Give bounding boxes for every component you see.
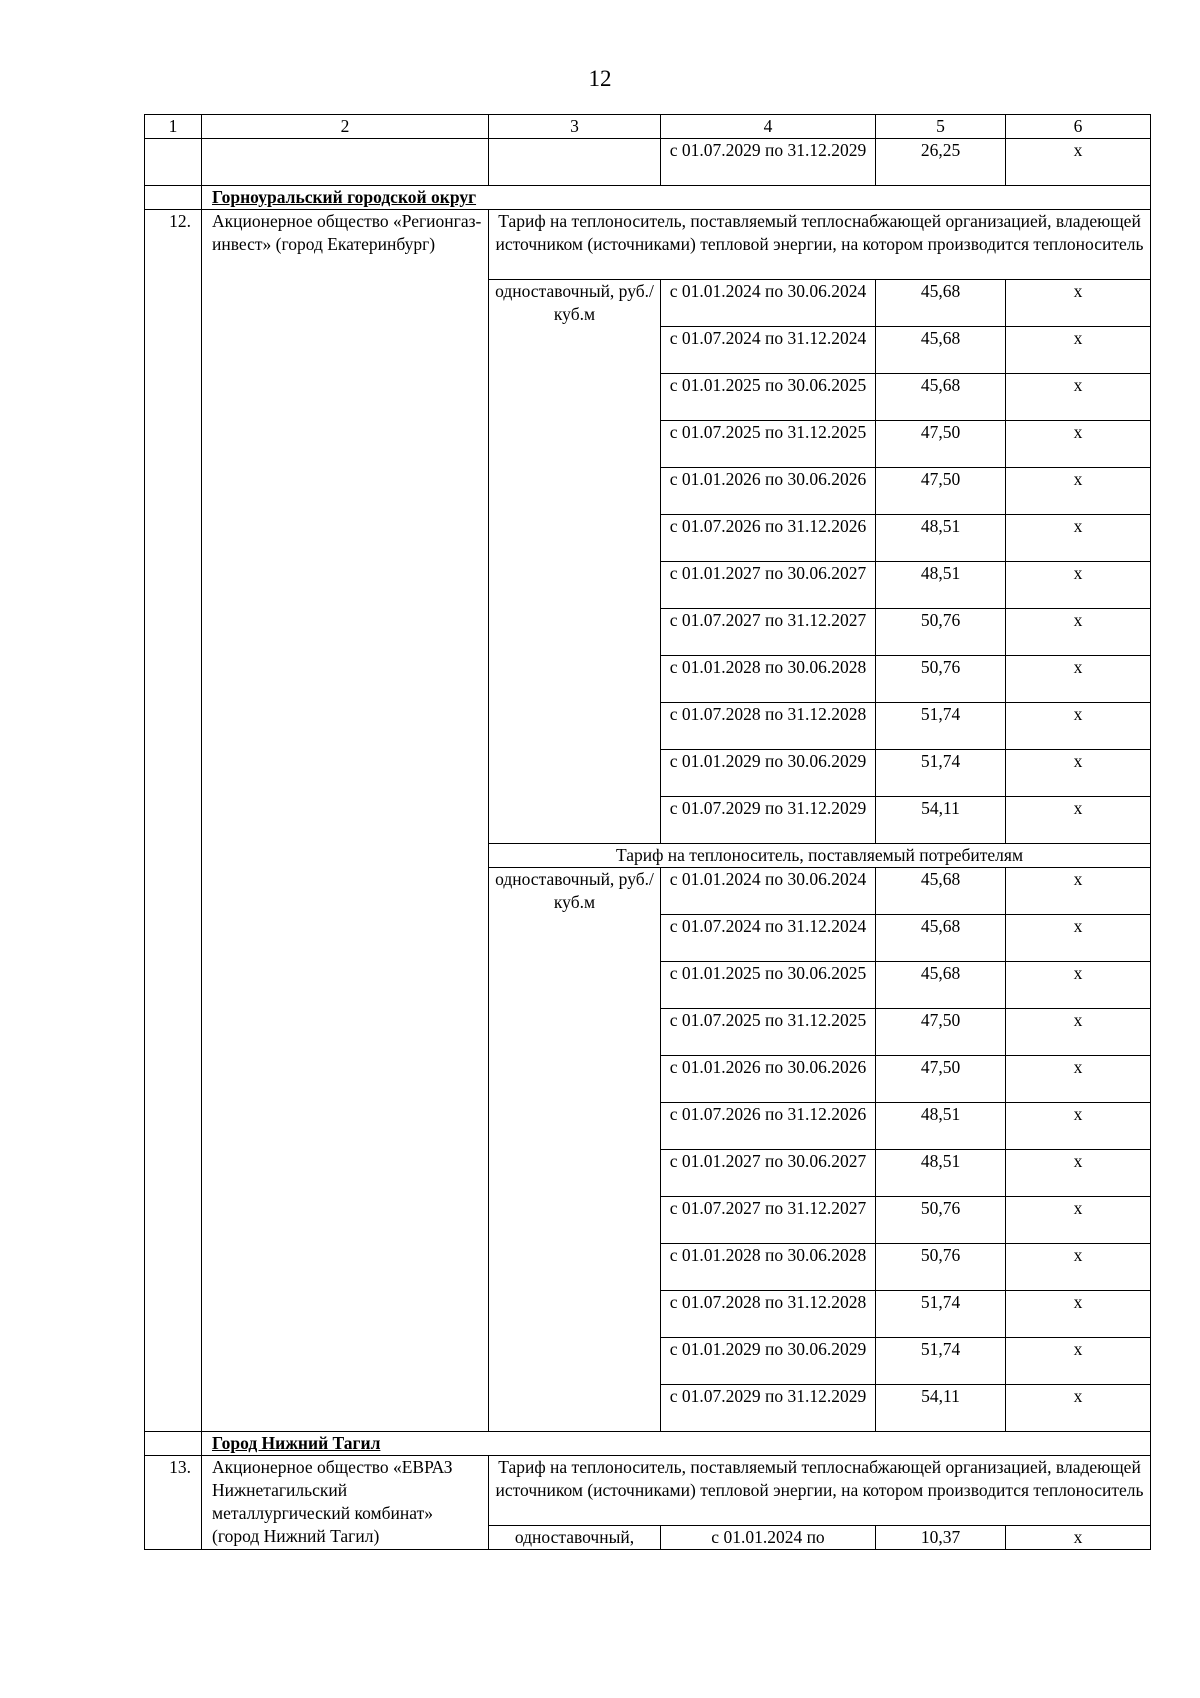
column6-cell: х bbox=[1006, 868, 1151, 915]
column6-cell: х bbox=[1006, 750, 1151, 797]
column6-cell: х bbox=[1006, 915, 1151, 962]
organization-name: Акционерное общество «Регионгаз-инвест» (город Екатеринбург) bbox=[202, 210, 489, 1432]
section-title-row bbox=[145, 1456, 1151, 1526]
tariff-value-cell: 51,74 bbox=[876, 1338, 1006, 1385]
column-number-cell: 3 bbox=[489, 115, 661, 139]
period-cell: с 01.07.2027 по 31.12.2027 bbox=[661, 1197, 876, 1244]
tariff-value-cell: 48,51 bbox=[876, 515, 1006, 562]
section-title-row bbox=[145, 210, 1151, 280]
column6-cell: х bbox=[1006, 1056, 1151, 1103]
tariff-value-cell: 48,51 bbox=[876, 1103, 1006, 1150]
district-row bbox=[145, 1432, 1151, 1456]
column6-cell: х bbox=[1006, 468, 1151, 515]
column6-cell: х bbox=[1006, 562, 1151, 609]
page-number: 12 bbox=[588, 66, 612, 91]
period-cell: с 01.01.2024 по 30.06.2024 bbox=[661, 280, 876, 327]
column6-cell: х bbox=[1006, 1103, 1151, 1150]
column-number-row bbox=[145, 115, 1151, 139]
period-cell: с 01.01.2027 по 30.06.2027 bbox=[661, 1150, 876, 1197]
period-cell: с 01.01.2026 по 30.06.2026 bbox=[661, 468, 876, 515]
district-name: Город Нижний Тагил bbox=[202, 1432, 1151, 1456]
tariff-value-cell: 48,51 bbox=[876, 1150, 1006, 1197]
period-cell: с 01.07.2026 по 31.12.2026 bbox=[661, 515, 876, 562]
period-cell: с 01.01.2028 по 30.06.2028 bbox=[661, 656, 876, 703]
tariff-value-cell: 45,68 bbox=[876, 868, 1006, 915]
district-row bbox=[145, 186, 1151, 210]
period-cell: с 01.07.2025 по 31.12.2025 bbox=[661, 421, 876, 468]
tariff-value-cell: 54,11 bbox=[876, 797, 1006, 844]
period-cell: с 01.07.2024 по 31.12.2024 bbox=[661, 915, 876, 962]
period-cell: с 01.07.2025 по 31.12.2025 bbox=[661, 1009, 876, 1056]
tariff-value-cell: 45,68 bbox=[876, 915, 1006, 962]
tariff-value-cell: 51,74 bbox=[876, 1291, 1006, 1338]
tariff-value-cell: 48,51 bbox=[876, 562, 1006, 609]
column6-cell: х bbox=[1006, 374, 1151, 421]
column-number-cell: 2 bbox=[202, 115, 489, 139]
rate-type-cell: одноставочный, bbox=[489, 1526, 661, 1550]
period-cell: с 01.01.2029 по 30.06.2029 bbox=[661, 1338, 876, 1385]
period-cell: с 01.07.2027 по 31.12.2027 bbox=[661, 609, 876, 656]
tariff-value-cell: 50,76 bbox=[876, 609, 1006, 656]
column6-cell: х bbox=[1006, 1244, 1151, 1291]
table-body bbox=[145, 115, 1151, 1550]
tariff-value-cell: 51,74 bbox=[876, 750, 1006, 797]
period-cell: с 01.07.2028 по 31.12.2028 bbox=[661, 1291, 876, 1338]
tariff-value-cell: 50,76 bbox=[876, 656, 1006, 703]
rate-type-cell: одноставочный, руб./куб.м bbox=[489, 280, 661, 844]
column6-cell: х bbox=[1006, 1009, 1151, 1056]
tariff-value-cell: 45,68 bbox=[876, 962, 1006, 1009]
column6-cell: х bbox=[1006, 797, 1151, 844]
tariff-value-cell: 45,68 bbox=[876, 374, 1006, 421]
period-cell: с 01.01.2024 по bbox=[661, 1526, 876, 1550]
period-cell: с 01.07.2029 по 31.12.2029 bbox=[661, 1385, 876, 1432]
tariff-value-cell: 50,76 bbox=[876, 1244, 1006, 1291]
period-cell: с 01.01.2025 по 30.06.2025 bbox=[661, 374, 876, 421]
tariff-section-title: Тариф на теплоноситель, поставляемый теплоснабжающей организацией, владеющей источником (источниками) тепловой энергии, на котором производится теплоноситель bbox=[489, 210, 1151, 280]
period-cell: с 01.07.2028 по 31.12.2028 bbox=[661, 703, 876, 750]
empty-cell bbox=[489, 139, 661, 186]
column6-cell: х bbox=[1006, 327, 1151, 374]
period-cell: с 01.01.2024 по 30.06.2024 bbox=[661, 868, 876, 915]
entry-number: 13. bbox=[145, 1456, 202, 1550]
period-cell: с 01.07.2024 по 31.12.2024 bbox=[661, 327, 876, 374]
period-cell: с 01.07.2029 по 31.12.2029 bbox=[661, 797, 876, 844]
tariff-section-title: Тариф на теплоноситель, поставляемый теплоснабжающей организацией, владеющей источником (источниками) тепловой энергии, на котором производится теплоноситель bbox=[489, 1456, 1151, 1526]
column6-cell: х bbox=[1006, 656, 1151, 703]
period-cell: с 01.01.2025 по 30.06.2025 bbox=[661, 962, 876, 1009]
tariff-value-cell: 10,37 bbox=[876, 1526, 1006, 1550]
period-cell: с 01.01.2029 по 30.06.2029 bbox=[661, 750, 876, 797]
column6-cell: х bbox=[1006, 515, 1151, 562]
tariff-value-cell: 47,50 bbox=[876, 421, 1006, 468]
tariff-value-cell: 54,11 bbox=[876, 1385, 1006, 1432]
period-cell: с 01.01.2026 по 30.06.2026 bbox=[661, 1056, 876, 1103]
continuation-row bbox=[145, 139, 1151, 186]
tariff-value-cell: 50,76 bbox=[876, 1197, 1006, 1244]
tariff-value-cell: 47,50 bbox=[876, 1056, 1006, 1103]
column6-cell: х bbox=[1006, 280, 1151, 327]
period-cell: с 01.07.2029 по 31.12.2029 bbox=[661, 139, 876, 186]
column6-cell: х bbox=[1006, 609, 1151, 656]
column6-cell: х bbox=[1006, 421, 1151, 468]
tariff-value-cell: 45,68 bbox=[876, 327, 1006, 374]
column6-cell: х bbox=[1006, 1197, 1151, 1244]
column6-cell: х bbox=[1006, 139, 1151, 186]
period-cell: с 01.01.2028 по 30.06.2028 bbox=[661, 1244, 876, 1291]
tariff-value-cell: 51,74 bbox=[876, 703, 1006, 750]
tariff-value-cell: 45,68 bbox=[876, 280, 1006, 327]
tariff-value-cell: 47,50 bbox=[876, 468, 1006, 515]
empty-cell bbox=[145, 139, 202, 186]
rate-type-cell: одноставочный, руб./куб.м bbox=[489, 868, 661, 1432]
organization-name: Акционерное общество «ЕВРАЗ Нижнетагильский металлургический комбинат» (город Нижний Тагил) bbox=[202, 1456, 489, 1550]
tariff-section-title: Тариф на теплоноситель, поставляемый потребителям bbox=[489, 844, 1151, 868]
period-cell: с 01.07.2026 по 31.12.2026 bbox=[661, 1103, 876, 1150]
period-cell: с 01.01.2027 по 30.06.2027 bbox=[661, 562, 876, 609]
column6-cell: х bbox=[1006, 703, 1151, 750]
tariff-value-cell: 26,25 bbox=[876, 139, 1006, 186]
column6-cell: х bbox=[1006, 1338, 1151, 1385]
column-number-cell: 6 bbox=[1006, 115, 1151, 139]
empty-cell bbox=[145, 186, 202, 210]
column-number-cell: 1 bbox=[145, 115, 202, 139]
column6-cell: х bbox=[1006, 1385, 1151, 1432]
column-number-cell: 4 bbox=[661, 115, 876, 139]
entry-number: 12. bbox=[145, 210, 202, 1432]
column6-cell: х bbox=[1006, 1526, 1151, 1550]
district-name: Горноуральский городской округ bbox=[202, 186, 1151, 210]
empty-cell bbox=[202, 139, 489, 186]
column6-cell: х bbox=[1006, 1150, 1151, 1197]
column-number-cell: 5 bbox=[876, 115, 1006, 139]
tariff-table bbox=[144, 114, 1151, 1550]
column6-cell: х bbox=[1006, 1291, 1151, 1338]
column6-cell: х bbox=[1006, 962, 1151, 1009]
tariff-value-cell: 47,50 bbox=[876, 1009, 1006, 1056]
empty-cell bbox=[145, 1432, 202, 1456]
